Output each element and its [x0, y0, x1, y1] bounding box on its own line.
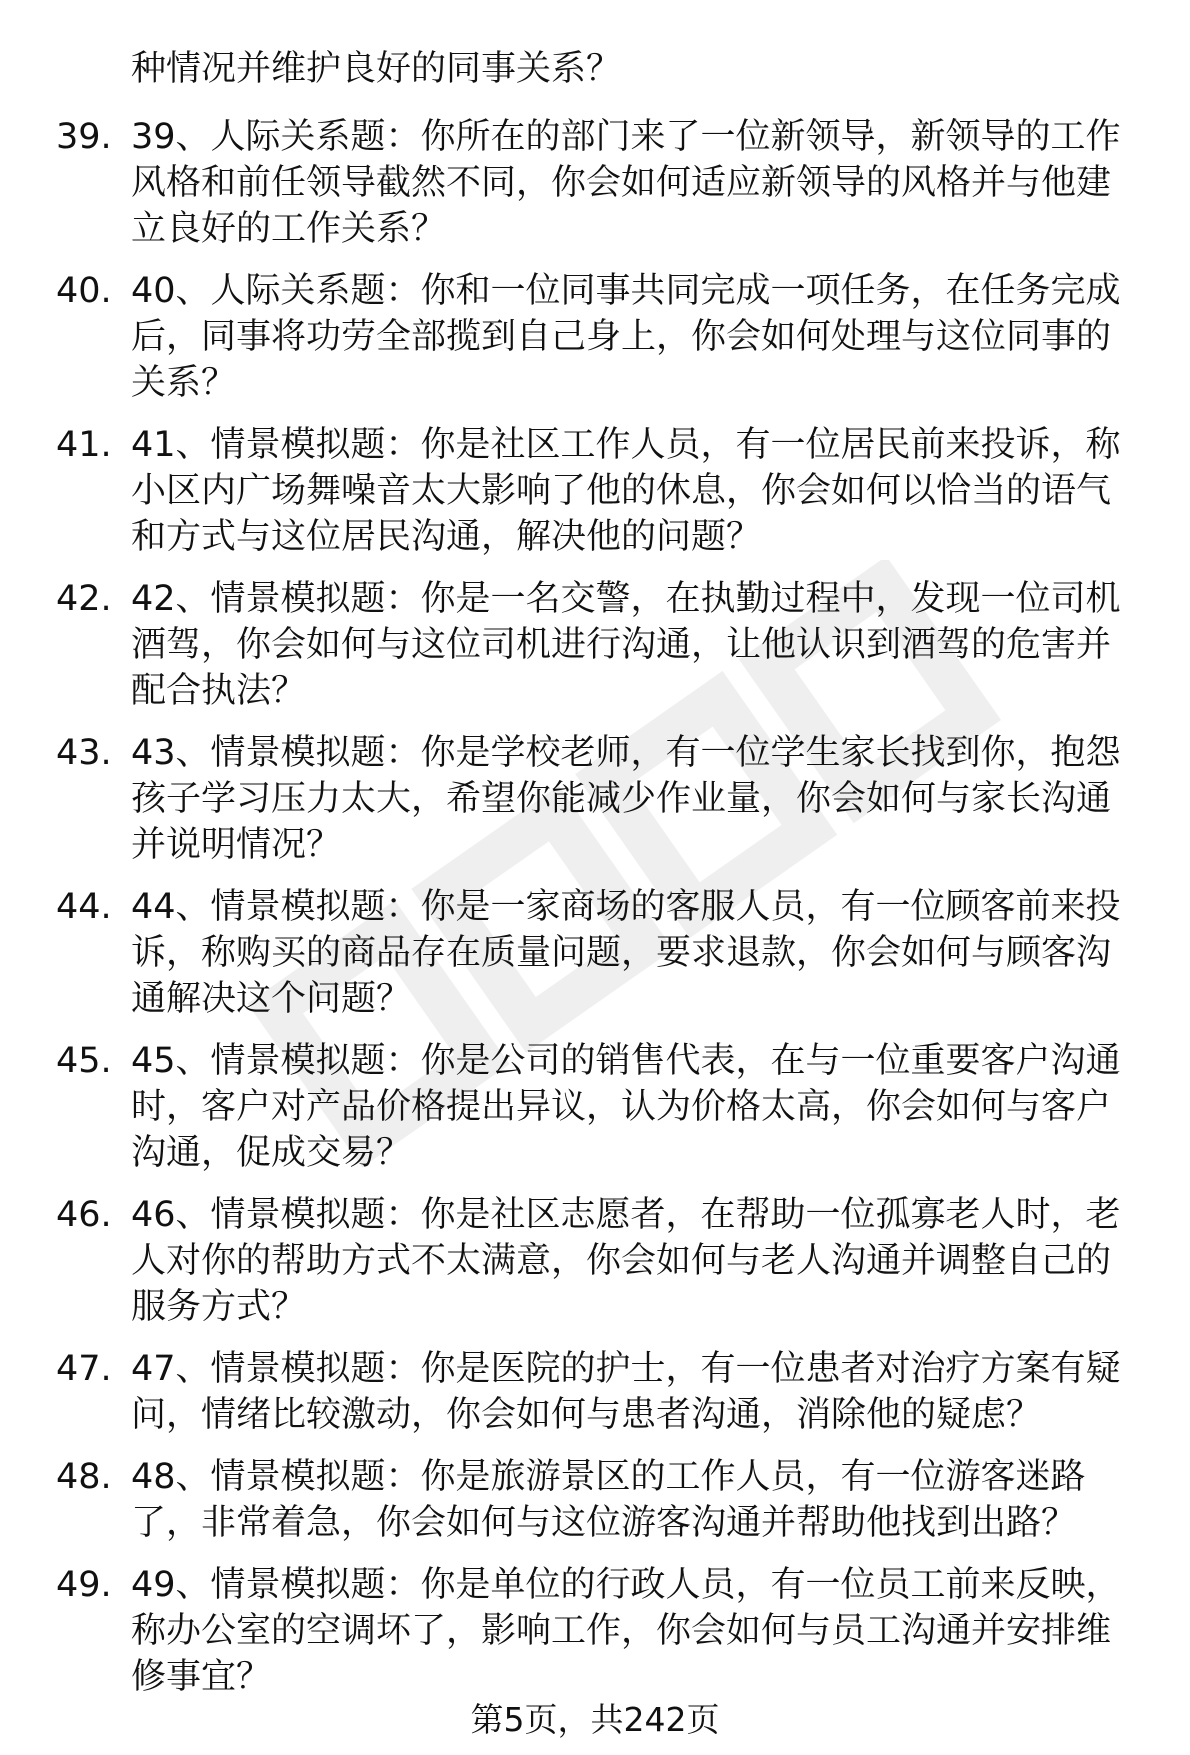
question-number: 46.: [56, 1195, 112, 1235]
question-text: 43、情景模拟题：你是学校老师，有一位学生家长找到你，抱怨孩子学习压力太大，希望你能减少作业量，你会如何与家长沟通并说明情况？: [131, 733, 1121, 865]
question-text: 41、情景模拟题：你是社区工作人员，有一位居民前来投诉，称小区内广场舞噪音太大影响了他的休息，你会如何以恰当的语气和方式与这位居民沟通，解决他的问题？: [131, 425, 1121, 557]
question-item: [56, 1346, 1146, 1438]
question-item: [56, 884, 1146, 1022]
question-number: 48.: [56, 1457, 112, 1497]
question-text: 42、情景模拟题：你是一名交警，在执勤过程中，发现一位司机酒驾，你会如何与这位司机进行沟通，让他认识到酒驾的危害并配合执法？: [131, 579, 1121, 711]
question-number: 43.: [56, 733, 112, 773]
question-item: [56, 268, 1146, 406]
question-item: [56, 1038, 1146, 1176]
question-item: [56, 1562, 1146, 1700]
question-number: 39.: [56, 117, 112, 157]
page-footer: 第5页，共242页: [470, 1700, 720, 1739]
question-item: [56, 730, 1146, 868]
question-text: 48、情景模拟题：你是旅游景区的工作人员，有一位游客迷路了，非常着急，你会如何与这位游客沟通并帮助他找到出路？: [131, 1457, 1086, 1543]
question-item: [56, 114, 1146, 252]
question-item: [56, 1454, 1146, 1546]
question-text: 46、情景模拟题：你是社区志愿者，在帮助一位孤寡老人时，老人对你的帮助方式不太满意，你会如何与老人沟通并调整自己的服务方式？: [131, 1195, 1121, 1327]
question-number: 44.: [56, 887, 112, 927]
question-text: 44、情景模拟题：你是一家商场的客服人员，有一位顾客前来投诉，称购买的商品存在质量问题，要求退款，你会如何与顾客沟通解决这个问题？: [131, 887, 1121, 1019]
question-number: 42.: [56, 579, 112, 619]
question-number: 45.: [56, 1041, 112, 1081]
continued-question-text: 种情况并维护良好的同事关系？: [131, 49, 622, 89]
question-number: 47.: [56, 1349, 112, 1389]
question-text: 39、人际关系题：你所在的部门来了一位新领导，新领导的工作风格和前任领导截然不同，你会如何适应新领导的风格并与他建立良好的工作关系？: [131, 117, 1121, 249]
question-item: [56, 1192, 1146, 1330]
question-number: 41.: [56, 425, 112, 465]
question-list: [56, 114, 1146, 1716]
question-text: 45、情景模拟题：你是公司的销售代表，在与一位重要客户沟通时，客户对产品价格提出异议，认为价格太高，你会如何与客户沟通，促成交易？: [131, 1041, 1121, 1173]
question-item: [56, 422, 1146, 560]
question-number: 40.: [56, 271, 112, 311]
question-text: 47、情景模拟题：你是医院的护士，有一位患者对治疗方案有疑问，情绪比较激动，你会如何与患者沟通，消除他的疑虑？: [131, 1349, 1121, 1435]
question-text: 40、人际关系题：你和一位同事共同完成一项任务，在任务完成后，同事将功劳全部揽到自己身上，你会如何处理与这位同事的关系？: [131, 271, 1121, 403]
question-number: 49.: [56, 1565, 112, 1605]
question-text: 49、情景模拟题：你是单位的行政人员，有一位员工前来反映，称办公室的空调坏了，影响工作，你会如何与员工沟通并安排维修事宜？: [131, 1565, 1121, 1697]
question-item: [56, 576, 1146, 714]
